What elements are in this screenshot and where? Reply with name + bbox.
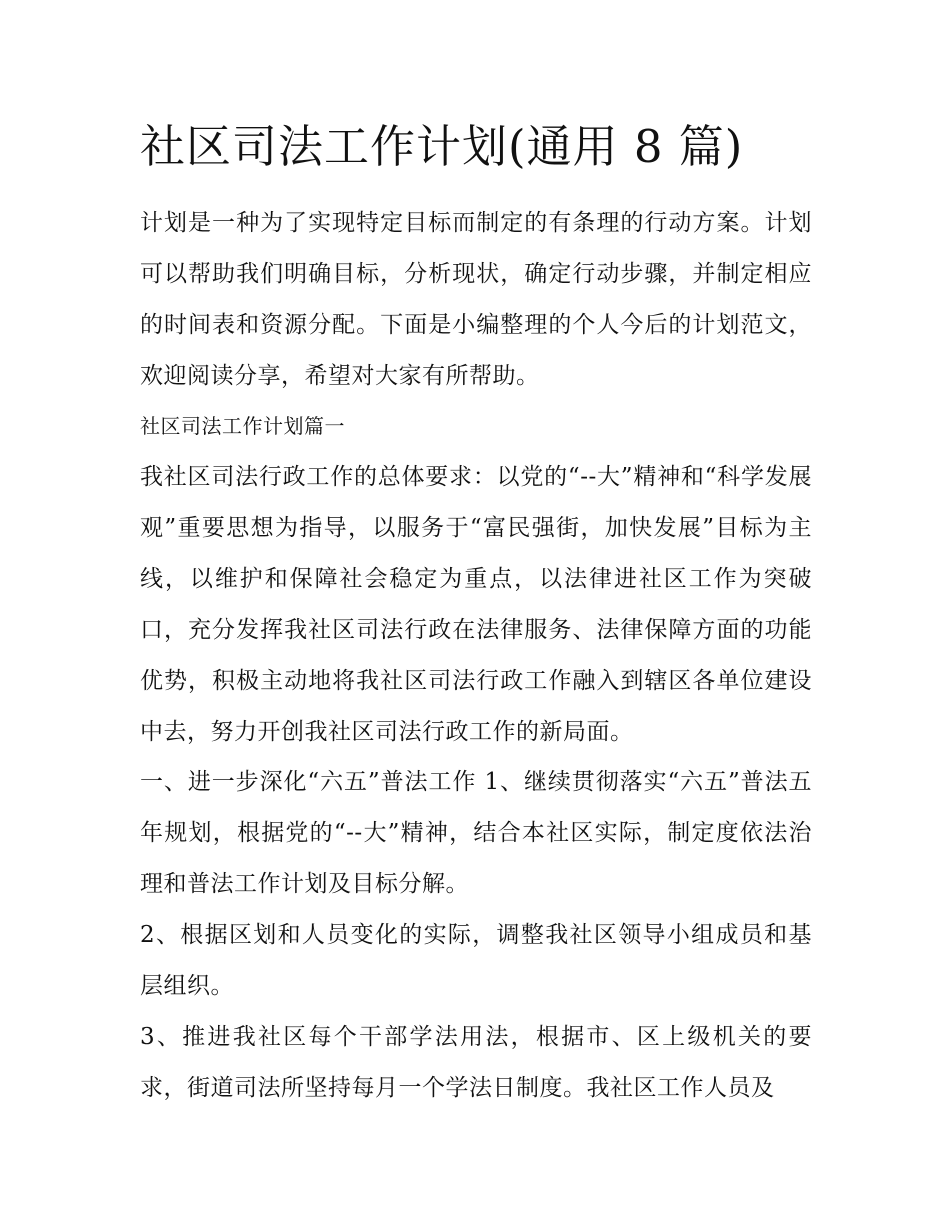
item-2-paragraph: 2、根据区划和人员变化的实际，调整我社区领导小组成员和基层组织。: [140, 922, 812, 999]
section-heading: 社区司法工作计划篇一: [140, 414, 345, 438]
document-title: 社区司法工作计划(通用 8 篇): [140, 120, 744, 173]
item-3-paragraph: 3、推进我社区每个干部学法用法，根据市、区上级机关的要求，街道司法所坚持每月一个学法日制度。我社区工作人员及: [140, 1024, 812, 1101]
intro-paragraph: 计划是一种为了实现特定目标而制定的有条理的行动方案。计划可以帮助我们明确目标，分析现状，确定行动步骤，并制定相应的时间表和资源分配。下面是小编整理的个人今后的计划范文，欢迎阅读分享，希望对大家有所帮助。: [140, 210, 812, 389]
item-1-paragraph: 一、进一步深化“六五”普法工作 1、继续贯彻落实“六五”普法五年规划，根据党的“--大”精神，结合本社区实际，制定度依法治理和普法工作计划及目标分解。: [140, 769, 812, 897]
requirements-paragraph: 我社区司法行政工作的总体要求：以党的“--大”精神和“科学发展观”重要思想为指导，以服务于“富民强街，加快发展”目标为主线，以维护和保障社会稳定为重点，以法律进社区工作为突破口，充分发挥我社区司法行政在法律服务、法律保障方面的功能优势，积极主动地将我社区司法行政工作融入到辖区各单位建设中去，努力开创我社区司法行政工作的新局面。: [140, 464, 812, 745]
